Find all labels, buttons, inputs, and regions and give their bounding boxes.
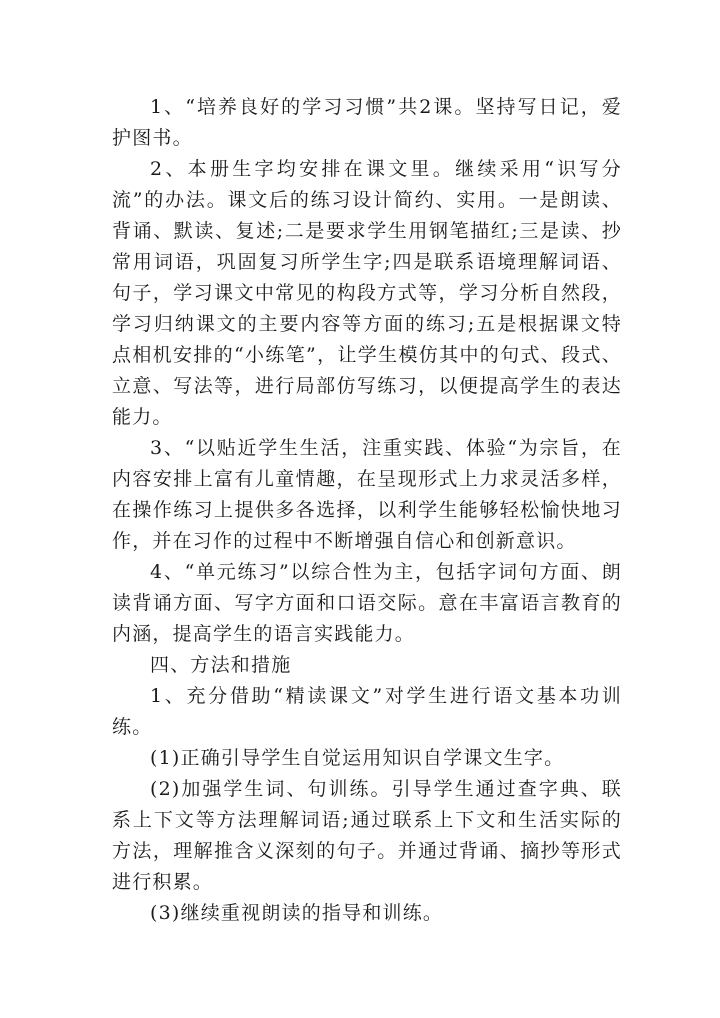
- paragraph-3: 3、“以贴近学生生活，注重实践、体验“为宗旨，在内容安排上富有儿童情趣，在呈现形式上力求灵活多样，在操作练习上提供多各选择，以利学生能够轻松愉快地习作，并在习作的过程中不断增强自信心和创新意识。: [112, 437, 622, 552]
- paragraph-2: 2、本册生字均安排在课文里。继续采用“识写分流”的办法。课文后的练习设计简约、实用。一是朗读、背诵、默读、复述;二是要求学生用钢笔描红;三是读、抄常用词语，巩固复习所学生字;四是联系语境理解词语、句子，学习课文中常见的构段方式等，学习分析自然段，学习归纳课文的主要内容等方面的练习;五是根据课文特点相机安排的“小练笔”，让学生模仿其中的句式、段式、立意、写法等，进行局部仿写练习，以便提高学生的表达能力。: [112, 158, 622, 428]
- paragraph-5: 1、充分借助“精读课文”对学生进行语文基本功训练。: [112, 685, 622, 738]
- document-body: [112, 92, 622, 929]
- section-heading-methods: 四、方法和措施: [150, 654, 292, 676]
- paragraph-7: (2)加强学生词、句训练。引导学生通过查字典、联系上下文等方法理解词语;通过联系上下文和生活实际的方法，理解推含义深刻的句子。并通过背诵、摘抄等形式进行积累。: [112, 778, 622, 893]
- paragraph-8: (3)继续重视朗读的指导和训练。: [150, 902, 444, 924]
- paragraph-1: 1、“培养良好的学习习惯”共2课。坚持写日记，爱护图书。: [112, 96, 622, 149]
- paragraph-6: (1)正确引导学生自觉运用知识自学课文生字。: [150, 747, 565, 769]
- paragraph-4: 4、“单元练习”以综合性为主，包括字词句方面、朗读背诵方面、写字方面和口语交际。意在丰富语言教育的内涵，提高学生的语言实践能力。: [112, 561, 622, 645]
